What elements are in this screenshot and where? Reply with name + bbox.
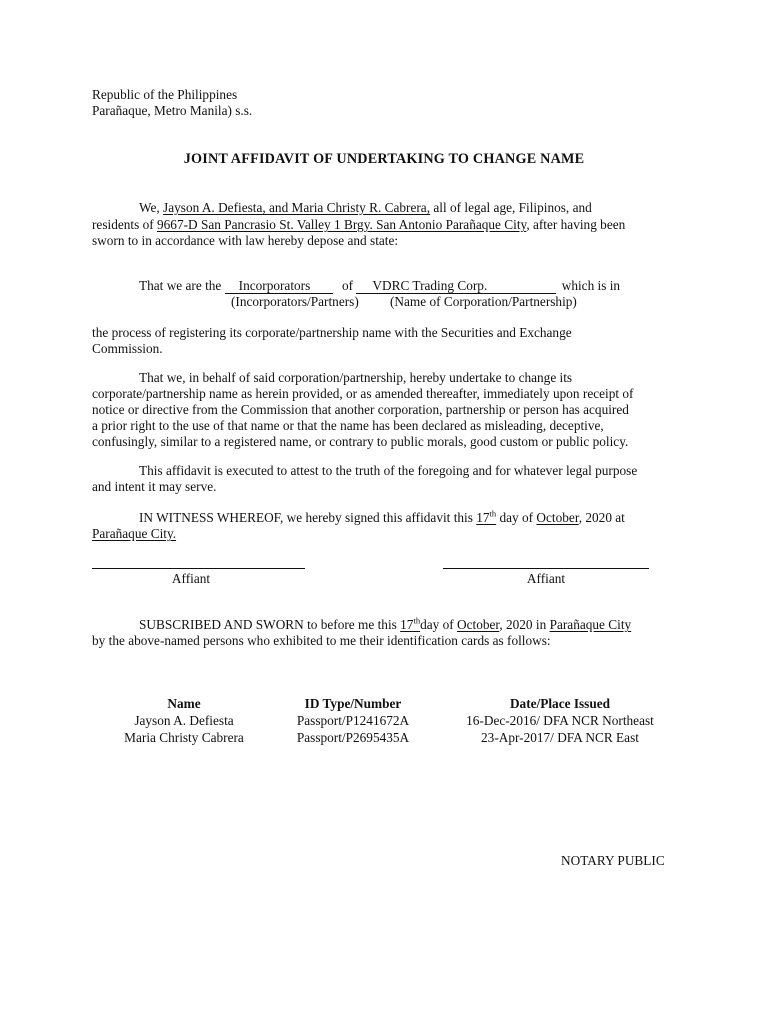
role-of: of (341, 278, 354, 293)
sworn-day-suffix: th (413, 615, 421, 626)
table-header-name: Name (167, 696, 201, 711)
document-title: JOINT AFFIDAVIT OF UNDERTAKING TO CHANGE NAME (183, 151, 585, 167)
undertaking-line-4: a prior right to the use of that name or that the name has been declared as misleading, deceptive, (92, 418, 604, 433)
table-cell-id: Passport/P1241672A (296, 713, 410, 728)
purpose-line-2: and intent it may serve. (92, 479, 217, 494)
sworn-day (400, 617, 420, 632)
role-suffix: which is in (561, 278, 621, 293)
header-country: Republic of the Philippines (92, 87, 238, 102)
role-caption: (Incorporators/Partners) (231, 294, 359, 309)
intro-residents: residents of (92, 217, 154, 232)
table-cell-id: Passport/P2695435A (296, 730, 410, 745)
undertaking-line-3: notice or directive from the Commission that another corporation, partnership or person has acquired (92, 402, 629, 417)
affiant-address: 9667-D San Pancrasio St. Valley 1 Brgy. San Antonio Parañaque City (157, 217, 527, 232)
signature-line-left (92, 568, 305, 569)
witness-year: , 2020 at (578, 510, 625, 525)
intro-line-1 (139, 200, 592, 216)
company-value: VDRC Trading Corp. (356, 279, 556, 294)
table-cell-issued: 16-Dec-2016/ DFA NCR Northeast (466, 713, 654, 728)
table-header-issued: Date/Place Issued (509, 696, 611, 711)
sworn-place: Parañaque City (549, 617, 632, 632)
sworn-prefix: SUBSCRIBED AND SWORN to before me this (139, 617, 397, 632)
witness-place: Parañaque City. (92, 526, 177, 541)
witness-day-of: day of (499, 510, 534, 525)
role-line (139, 278, 620, 294)
witness-month: October (536, 510, 579, 525)
witness-day-suffix: th (489, 508, 497, 519)
signature-label-left: Affiant (171, 571, 211, 586)
witness-prefix: IN WITNESS WHEREOF, we hereby signed this affidavit this (139, 510, 473, 525)
witness-line-1 (139, 510, 625, 526)
undertaking-line-1: That we, in behalf of said corporation/partnership, hereby undertake to change its (139, 370, 573, 385)
sworn-line-2: by the above-named persons who exhibited to me their identification cards as follows: (92, 633, 551, 648)
company-caption: (Name of Corporation/Partnership) (390, 294, 577, 309)
role-value: Incorporators (225, 279, 333, 294)
purpose-line-1: This affidavit is executed to attest to the truth of the foregoing and for whatever legal purpose (139, 463, 638, 478)
table-header-id: ID Type/Number (304, 696, 402, 711)
affiant-names: Jayson A. Defiesta, and Maria Christy R. Cabrera, (163, 200, 431, 215)
signature-line-right (443, 568, 649, 569)
table-cell-name: Jayson A. Defiesta (134, 713, 234, 728)
undertaking-line-2: corporate/partnership name as herein provided, or as amended thereafter, immediately upon receipt of (92, 386, 634, 401)
undertaking-line-5: confusingly, similar to a registered name, or contrary to public morals, good custom or public policy. (92, 434, 629, 449)
intro-legal: all of legal age, Filipinos, and (433, 200, 592, 215)
role-prefix: That we are the (139, 278, 222, 293)
sworn-month: October (457, 617, 500, 632)
header-venue: Parañaque, Metro Manila) s.s. (92, 103, 253, 118)
sworn-day-of: day of (420, 617, 454, 632)
intro-line-3: sworn to in accordance with law hereby depose and state: (92, 233, 399, 248)
notary-public-label: NOTARY PUBLIC (561, 853, 665, 868)
witness-day-number: 17 (476, 510, 490, 525)
sworn-year: , 2020 in (499, 617, 547, 632)
process-line-1: the process of registering its corporate/partnership name with the Securities and Exchange (92, 325, 572, 340)
intro-line-2 (92, 217, 625, 233)
table-cell-name: Maria Christy Cabrera (124, 730, 244, 745)
intro-after: , after having been (526, 217, 626, 232)
witness-day (476, 510, 496, 525)
sworn-line-1 (139, 617, 631, 633)
process-line-2: Commission. (92, 341, 163, 356)
signature-label-right: Affiant (526, 571, 566, 586)
sworn-day-number: 17 (400, 617, 414, 632)
intro-we: We, (139, 200, 160, 215)
table-cell-issued: 23-Apr-2017/ DFA NCR East (481, 730, 639, 745)
